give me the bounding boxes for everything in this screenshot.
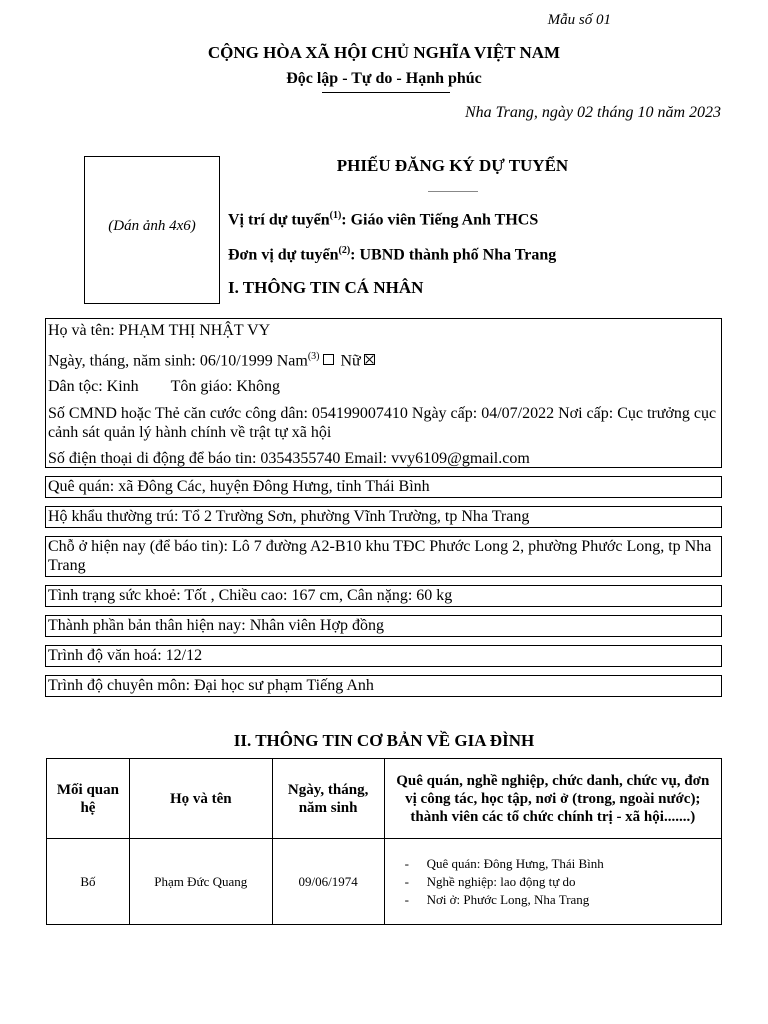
family-table [46, 758, 722, 925]
list-item: - Quê quán: Đông Hưng, Thái Bình [393, 855, 713, 873]
dob-gender-row [46, 347, 721, 370]
full-name: Họ và tên: PHẠM THỊ NHẬT VY [48, 322, 271, 339]
photo-box [84, 156, 220, 304]
position-value: : Giáo viên Tiếng Anh THCS [341, 211, 539, 229]
phone-email: Số điện thoại di động để báo tin: 0354355740 Email: vvy6109@gmail.com [48, 450, 530, 468]
religion: Tôn giáo: Không [170, 378, 280, 396]
permanent-address: Hộ khẩu thường trú: Tổ 2 Trường Sơn, phường Vĩnh Trường, tp Nha Trang [48, 508, 530, 525]
table-header-row [47, 759, 722, 839]
unit-label: Đơn vị dự tuyển [228, 246, 339, 264]
hometown-box [45, 476, 722, 498]
id-card: Số CMND hoặc Thẻ căn cước công dân: 054199007410 Ngày cấp: 04/07/2022 Nơi cấp: Cục trưởng cục cảnh sát quản lý hành chính về trật tự xã hội [48, 405, 717, 442]
qualification-box [45, 675, 722, 697]
male-checkbox[interactable] [323, 354, 334, 365]
qualification: Trình độ chuyên môn: Đại học sư phạm Tiếng Anh [48, 677, 374, 694]
current-address-box [45, 536, 722, 577]
general-education-box [45, 645, 722, 667]
table-row [47, 839, 722, 925]
current-address: Chỗ ở hiện nay (để báo tin): Lô 7 đường A2-B10 khu TĐC Phước Long 2, phường Phước Long, tp Nha Trang [48, 538, 712, 574]
female-label: Nữ [340, 352, 361, 370]
unit-line [228, 245, 556, 264]
position-note: (1) [329, 210, 342, 221]
form-number: Mẫu số 01 [547, 12, 611, 28]
permanent-address-box [45, 506, 722, 528]
header-name: Họ và tên [129, 759, 272, 839]
dob: Ngày, tháng, năm sinh: 06/10/1999 Nam [48, 352, 308, 370]
health-box [45, 585, 722, 607]
occupation-box [45, 615, 722, 637]
place-date: Nha Trang, ngày 02 tháng 10 năm 2023 [464, 104, 721, 121]
header-relation: Mối quan hệ [47, 759, 130, 839]
details-cell [384, 839, 721, 925]
motto-underline [322, 92, 450, 93]
title-divider [428, 191, 478, 192]
female-checkbox[interactable] [364, 354, 375, 365]
list-item: - Nơi ở: Phước Long, Nha Trang [393, 891, 713, 909]
motto: Độc lập - Tự do - Hạnh phúc [286, 70, 482, 87]
section-personal-title: I. THÔNG TIN CÁ NHÂN [228, 278, 424, 297]
health: Tình trạng sức khoẻ: Tốt , Chiều cao: 167 cm, Cân nặng: 60 kg [48, 587, 453, 604]
dob-cell: 09/06/1974 [272, 839, 384, 925]
photo-placeholder: (Dán ảnh 4x6) [108, 218, 196, 234]
header-details: Quê quán, nghề nghiệp, chức danh, chức vụ, đơn vị công tác, học tập, nơi ở (trong, ngoài nước); thành viên các tổ chức chính trị - xã hội.......) [384, 759, 721, 839]
section-family-title: II. THÔNG TIN CƠ BẢN VỀ GIA ĐÌNH [233, 731, 535, 750]
gender-note: (3) [307, 351, 320, 362]
hometown: Quê quán: xã Đông Các, huyện Đông Hưng, tỉnh Thái Bình [48, 478, 430, 495]
unit-value: : UBND thành phố Nha Trang [350, 246, 557, 264]
header-dob: Ngày, tháng, năm sinh [272, 759, 384, 839]
relation-cell: Bố [47, 839, 130, 925]
ethnicity-religion-row [46, 377, 721, 396]
general-education: Trình độ văn hoá: 12/12 [48, 647, 203, 664]
list-item: - Nghề nghiệp: lao động tự do [393, 873, 713, 891]
personal-info-box [45, 318, 722, 468]
occupation: Thành phần bản thân hiện nay: Nhân viên Hợp đồng [48, 617, 384, 634]
nation-heading: CỘNG HÒA XÃ HỘI CHỦ NGHĨA VIỆT NAM [207, 43, 561, 62]
name-cell: Phạm Đức Quang [129, 839, 272, 925]
form-title: PHIẾU ĐĂNG KÝ DỰ TUYỂN [336, 156, 569, 175]
unit-note: (2) [338, 245, 351, 256]
position-label: Vị trí dự tuyển [228, 211, 330, 229]
position-line [228, 210, 538, 229]
ethnicity: Dân tộc: Kinh [48, 378, 139, 396]
